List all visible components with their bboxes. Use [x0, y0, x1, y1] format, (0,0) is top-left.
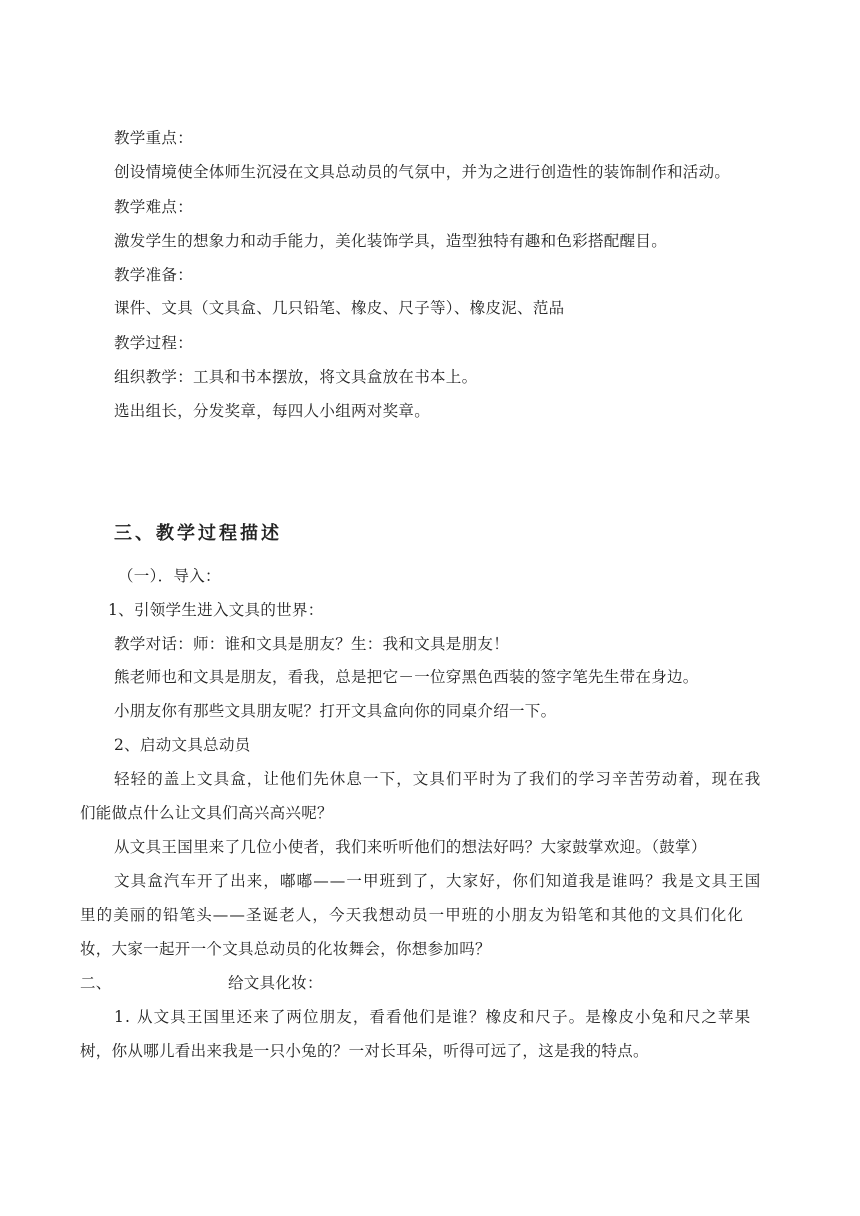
- paragraph-line: 轻轻的盖上文具盒，让他们先休息一下，文具们平时为了我们的学习辛苦劳动着，现在我: [114, 770, 762, 788]
- paragraph-line: 从文具王国里来了几位小使者，我们来听听他们的想法好吗？大家鼓掌欢迎。（鼓掌）: [114, 838, 707, 856]
- step-2-heading: 2、启动文具总动员: [114, 736, 251, 754]
- dialogue-line: 教学对话：师：谁和文具是朋友？生：我和文具是朋友！: [114, 635, 510, 653]
- step-1-heading: 1、引领学生进入文具的世界：: [108, 601, 324, 619]
- section-two-title: 给文具化妆：: [228, 974, 323, 992]
- paragraph-line: 里的美丽的铅笔头——圣诞老人，今天我想动员一甲班的小朋友为铅笔和其他的文具们化化: [80, 906, 745, 924]
- paragraph-line: 1. 从文具王国里还来了两位朋友，看看他们是谁？橡皮和尺子。是橡皮小兔和尺之苹果: [114, 1008, 752, 1026]
- teaching-preparation-text: 课件、文具（文具盒、几只铅笔、橡皮、尺子等）、橡皮泥、范品: [114, 299, 565, 317]
- label-teaching-preparation: 教学准备：: [114, 266, 194, 284]
- subsection-intro: （一）．导入：: [118, 567, 221, 585]
- paragraph-line: 妆，大家一起开一个文具总动员的化妆舞会，你想参加吗？: [80, 940, 491, 958]
- label-teaching-difficulty: 教学难点：: [114, 198, 194, 216]
- paragraph-line: 小朋友你有那些文具朋友呢？打开文具盒向你的同桌介绍一下。: [114, 702, 557, 720]
- paragraph-line: 树，你从哪儿看出来我是一只小兔的？一对长耳朵，听得可远了，这是我的特点。: [80, 1042, 649, 1060]
- label-teaching-focus: 教学重点：: [114, 129, 194, 147]
- paragraph-line: 熊老师也和文具是朋友，看我，总是把它－一位穿黑色西装的签字笔先生带在身边。: [114, 668, 699, 686]
- organize-teaching-text: 组织教学：工具和书本摆放，将文具盒放在书本上。: [114, 368, 478, 386]
- teaching-focus-text: 创设情境使全体师生沉浸在文具总动员的气氛中，并为之进行创造性的装饰制作和活动。: [114, 163, 731, 181]
- select-leader-text: 选出组长，分发奖章，每四人小组两对奖章。: [114, 402, 431, 420]
- section-two-number: 二、: [80, 974, 112, 992]
- label-teaching-process: 教学过程：: [114, 334, 194, 352]
- paragraph-line: 们能做点什么让文具们高兴高兴呢？: [80, 804, 333, 822]
- teaching-difficulty-text: 激发学生的想象力和动手能力，美化装饰学具，造型独特有趣和色彩搭配醒目。: [114, 232, 668, 250]
- section-heading: 三、教学过程描述: [114, 523, 282, 544]
- paragraph-line: 文具盒汽车开了出来，嘟嘟——一甲班到了，大家好，你们知道我是谁吗？我是文具王国: [114, 872, 762, 890]
